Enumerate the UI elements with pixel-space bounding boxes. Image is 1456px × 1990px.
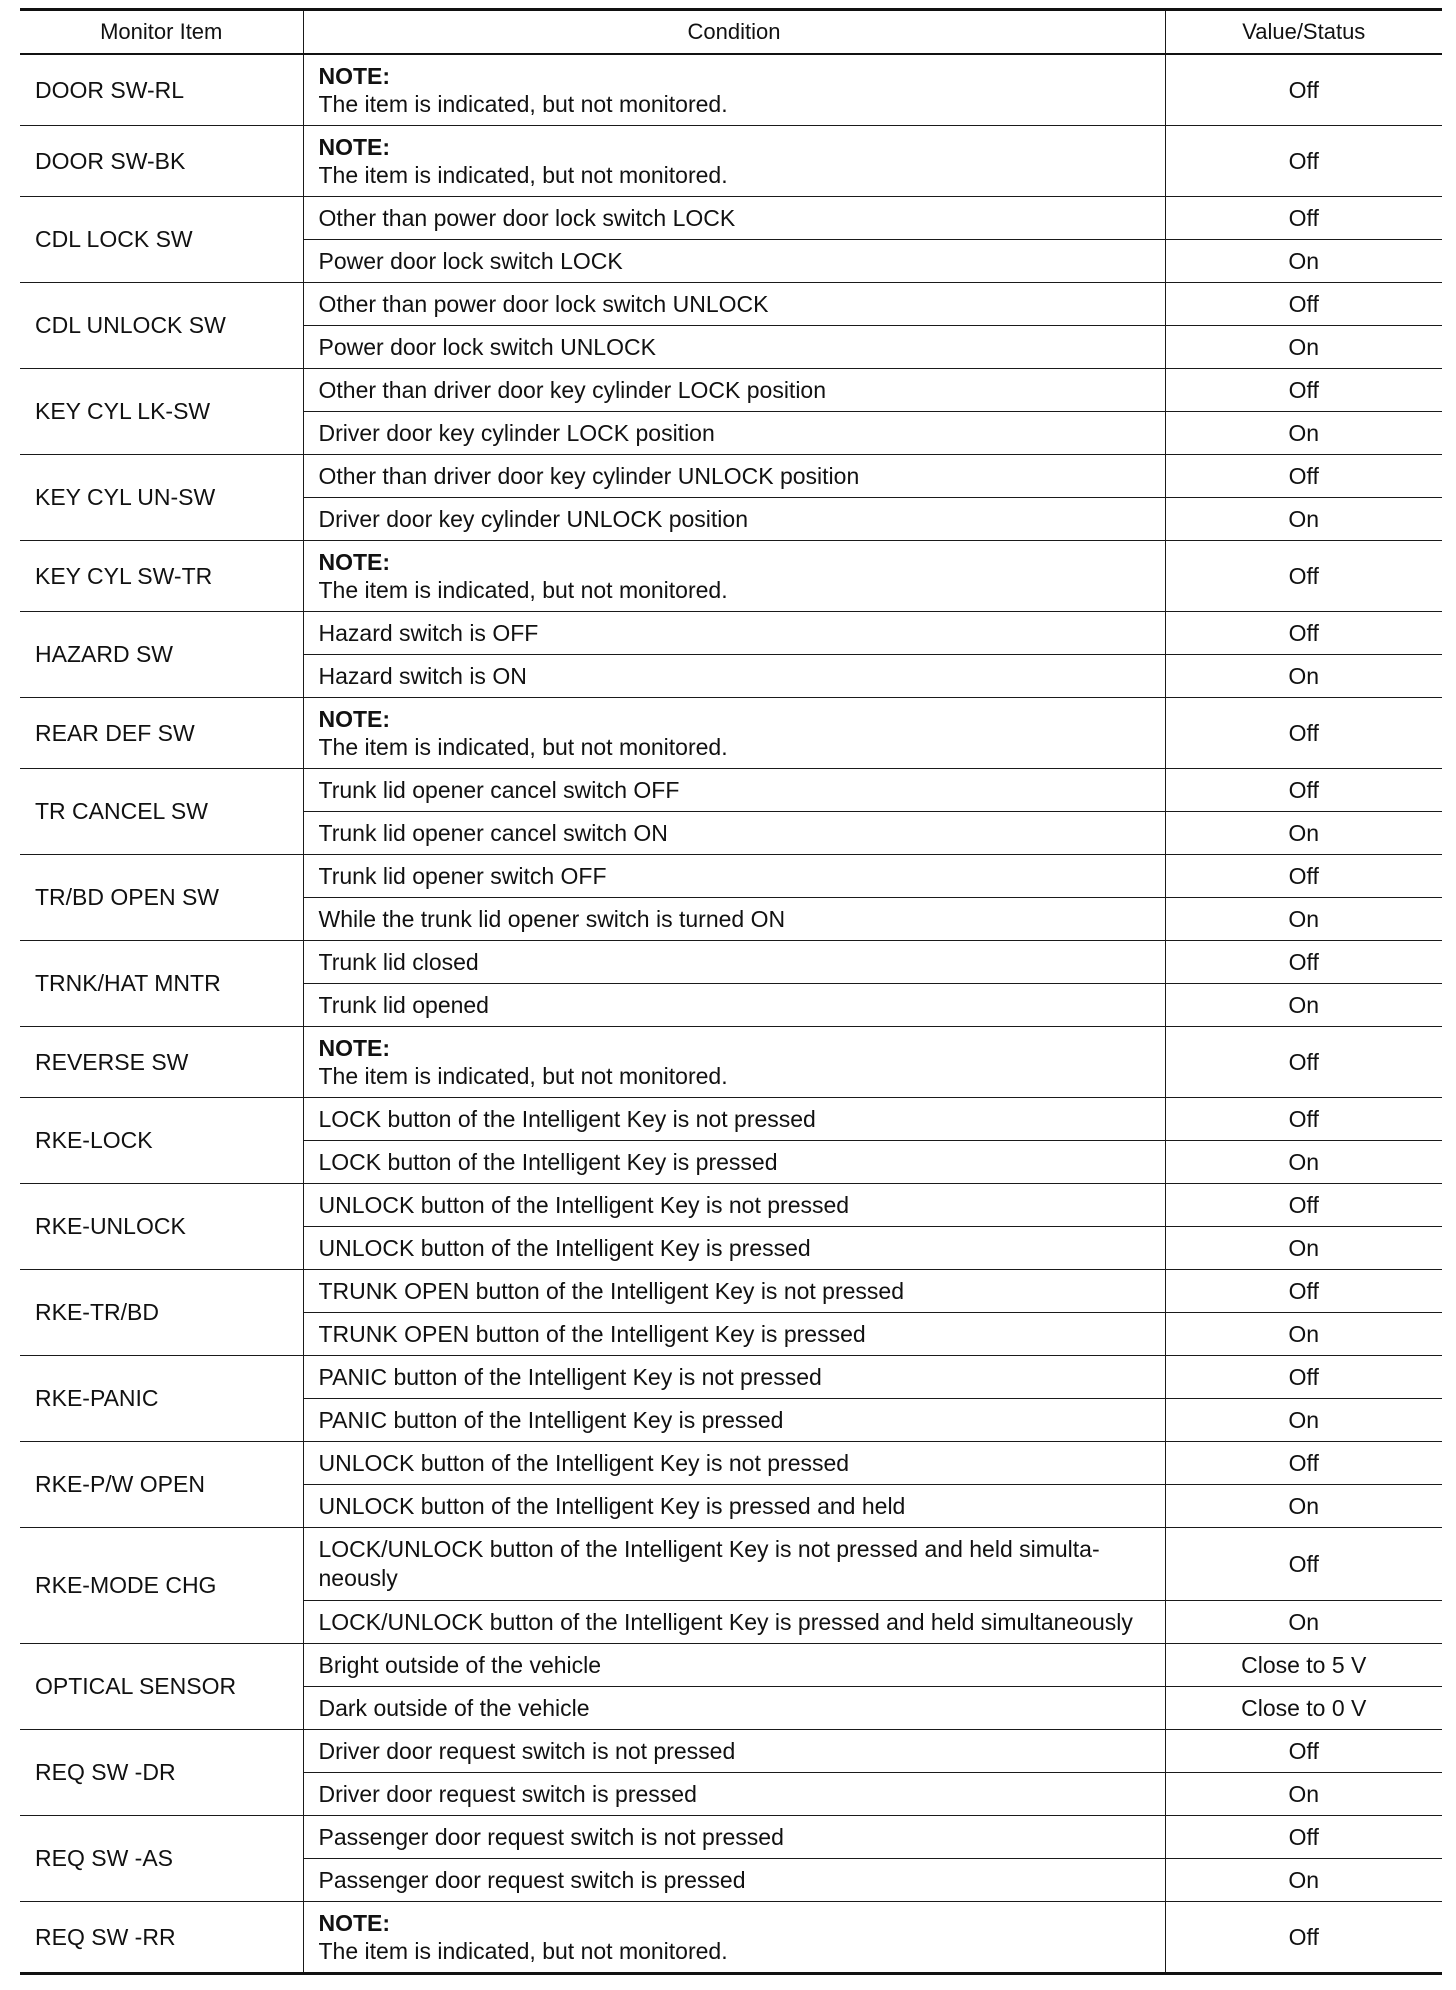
condition-cell: Trunk lid opened [303,984,1165,1027]
note-label: NOTE: [318,134,391,160]
table-row [20,1270,1442,1313]
monitor-item-cell: RKE-LOCK [20,1098,303,1184]
value-status-cell: On [1165,655,1442,698]
condition-cell: UNLOCK button of the Intelligent Key is not pressed [303,1442,1165,1485]
value-status-cell: Off [1165,769,1442,812]
value-status-cell: Close to 5 V [1165,1644,1442,1687]
note-text: The item is indicated, but not monitored. [318,577,728,603]
condition-cell: LOCK button of the Intelligent Key is pressed [303,1141,1165,1184]
note-text: The item is indicated, but not monitored. [318,162,728,188]
note-text: The item is indicated, but not monitored. [318,91,728,117]
table-row [20,1902,1442,1974]
value-status-cell: On [1165,1313,1442,1356]
condition-cell: Driver door key cylinder LOCK position [303,412,1165,455]
value-status-cell: Off [1165,1442,1442,1485]
monitor-item-cell: RKE-PANIC [20,1356,303,1442]
condition-cell: Other than power door lock switch UNLOCK [303,283,1165,326]
condition-cell: Other than driver door key cylinder LOCK position [303,369,1165,412]
monitor-item-cell: DOOR SW-BK [20,126,303,197]
value-status-cell: On [1165,1601,1442,1644]
table-row [20,455,1442,498]
note-label: NOTE: [318,1035,391,1061]
condition-cell [303,126,1165,197]
condition-cell [303,1027,1165,1098]
condition-cell: Hazard switch is OFF [303,612,1165,655]
value-status-cell: Off [1165,698,1442,769]
table-row [20,855,1442,898]
monitor-item-cell: HAZARD SW [20,612,303,698]
table-body [20,54,1442,1974]
condition-cell: Driver door request switch is not pressed [303,1730,1165,1773]
value-status-cell: On [1165,1399,1442,1442]
condition-cell: Trunk lid opener cancel switch ON [303,812,1165,855]
table-row [20,1442,1442,1485]
condition-cell: Trunk lid opener cancel switch OFF [303,769,1165,812]
value-status-cell: On [1165,1859,1442,1902]
monitor-item-cell: TR/BD OPEN SW [20,855,303,941]
condition-cell: Driver door request switch is pressed [303,1773,1165,1816]
value-status-cell: Close to 0 V [1165,1687,1442,1730]
condition-cell: PANIC button of the Intelligent Key is pressed [303,1399,1165,1442]
monitor-item-cell: RKE-P/W OPEN [20,1442,303,1528]
value-status-cell: Off [1165,612,1442,655]
condition-cell: Other than power door lock switch LOCK [303,197,1165,240]
value-status-cell: Off [1165,855,1442,898]
condition-cell: Power door lock switch LOCK [303,240,1165,283]
condition-cell: Bright outside of the vehicle [303,1644,1165,1687]
condition-cell: LOCK button of the Intelligent Key is not pressed [303,1098,1165,1141]
condition-cell [303,54,1165,126]
condition-cell: TRUNK OPEN button of the Intelligent Key is not pressed [303,1270,1165,1313]
monitor-item-cell: REQ SW -DR [20,1730,303,1816]
value-status-cell: On [1165,984,1442,1027]
condition-cell: Driver door key cylinder UNLOCK position [303,498,1165,541]
condition-cell: LOCK/UNLOCK button of the Intelligent Key is pressed and held simultaneously [303,1601,1165,1644]
value-status-cell: On [1165,898,1442,941]
monitor-item-cell: KEY CYL UN-SW [20,455,303,541]
condition-cell: While the trunk lid opener switch is turned ON [303,898,1165,941]
condition-cell: Trunk lid closed [303,941,1165,984]
table-row [20,1027,1442,1098]
value-status-cell: Off [1165,1184,1442,1227]
table-row [20,1184,1442,1227]
value-status-cell: On [1165,1227,1442,1270]
monitor-item-cell: CDL LOCK SW [20,197,303,283]
table-row [20,1098,1442,1141]
condition-cell: LOCK/UNLOCK button of the Intelligent Key is not pressed and held simulta-neously [303,1528,1165,1601]
condition-cell: Hazard switch is ON [303,655,1165,698]
table-row [20,1816,1442,1859]
note-text: The item is indicated, but not monitored. [318,734,728,760]
value-status-cell: Off [1165,1027,1442,1098]
monitor-item-cell: RKE-MODE CHG [20,1528,303,1644]
table-row [20,283,1442,326]
monitor-item-cell: KEY CYL LK-SW [20,369,303,455]
monitor-item-cell: RKE-TR/BD [20,1270,303,1356]
condition-cell: Trunk lid opener switch OFF [303,855,1165,898]
value-status-cell: Off [1165,455,1442,498]
value-status-cell: On [1165,326,1442,369]
monitor-item-cell: KEY CYL SW-TR [20,541,303,612]
condition-cell: TRUNK OPEN button of the Intelligent Key is pressed [303,1313,1165,1356]
condition-cell: Passenger door request switch is not pressed [303,1816,1165,1859]
header-monitor-item: Monitor Item [20,10,303,55]
note-text: The item is indicated, but not monitored. [318,1063,728,1089]
monitor-item-cell: REAR DEF SW [20,698,303,769]
value-status-cell: On [1165,412,1442,455]
value-status-cell: Off [1165,283,1442,326]
table-row [20,1644,1442,1687]
table-row [20,1528,1442,1601]
value-status-cell: Off [1165,1816,1442,1859]
monitor-item-cell: REQ SW -AS [20,1816,303,1902]
monitor-table-container [20,8,1442,1975]
condition-cell [303,1902,1165,1974]
condition-cell: UNLOCK button of the Intelligent Key is pressed [303,1227,1165,1270]
monitor-item-cell: TRNK/HAT MNTR [20,941,303,1027]
note-label: NOTE: [318,549,391,575]
monitor-item-cell: OPTICAL SENSOR [20,1644,303,1730]
value-status-cell: Off [1165,1730,1442,1773]
header-row [20,10,1442,55]
table-row [20,612,1442,655]
table-row [20,541,1442,612]
table-row [20,1730,1442,1773]
table-header [20,10,1442,55]
condition-cell [303,541,1165,612]
condition-cell: Dark outside of the vehicle [303,1687,1165,1730]
condition-cell: Power door lock switch UNLOCK [303,326,1165,369]
header-condition: Condition [303,10,1165,55]
value-status-cell: Off [1165,1528,1442,1601]
table-row [20,126,1442,197]
note-label: NOTE: [318,1910,391,1936]
value-status-cell: On [1165,240,1442,283]
table-row [20,1356,1442,1399]
monitor-item-cell: TR CANCEL SW [20,769,303,855]
note-label: NOTE: [318,706,391,732]
table-row [20,54,1442,126]
value-status-cell: On [1165,812,1442,855]
value-status-cell: Off [1165,1098,1442,1141]
value-status-cell: Off [1165,1902,1442,1974]
note-label: NOTE: [318,63,391,89]
value-status-cell: On [1165,1485,1442,1528]
value-status-cell: Off [1165,126,1442,197]
table-row [20,941,1442,984]
table-row [20,698,1442,769]
value-status-cell: On [1165,1773,1442,1816]
table-row [20,369,1442,412]
value-status-cell: Off [1165,369,1442,412]
value-status-cell: Off [1165,941,1442,984]
condition-cell: PANIC button of the Intelligent Key is not pressed [303,1356,1165,1399]
value-status-cell: Off [1165,1356,1442,1399]
condition-cell: UNLOCK button of the Intelligent Key is not pressed [303,1184,1165,1227]
monitor-item-cell: RKE-UNLOCK [20,1184,303,1270]
condition-cell: Passenger door request switch is pressed [303,1859,1165,1902]
monitor-item-table [20,8,1442,1975]
note-text: The item is indicated, but not monitored. [318,1938,728,1964]
monitor-item-cell: DOOR SW-RL [20,54,303,126]
condition-cell [303,698,1165,769]
value-status-cell: On [1165,498,1442,541]
table-row [20,197,1442,240]
condition-cell: Other than driver door key cylinder UNLOCK position [303,455,1165,498]
value-status-cell: Off [1165,541,1442,612]
monitor-item-cell: REQ SW -RR [20,1902,303,1974]
table-row [20,769,1442,812]
value-status-cell: Off [1165,1270,1442,1313]
monitor-item-cell: REVERSE SW [20,1027,303,1098]
value-status-cell: Off [1165,54,1442,126]
header-value-status: Value/Status [1165,10,1442,55]
value-status-cell: Off [1165,197,1442,240]
value-status-cell: On [1165,1141,1442,1184]
condition-cell: UNLOCK button of the Intelligent Key is pressed and held [303,1485,1165,1528]
monitor-item-cell: CDL UNLOCK SW [20,283,303,369]
